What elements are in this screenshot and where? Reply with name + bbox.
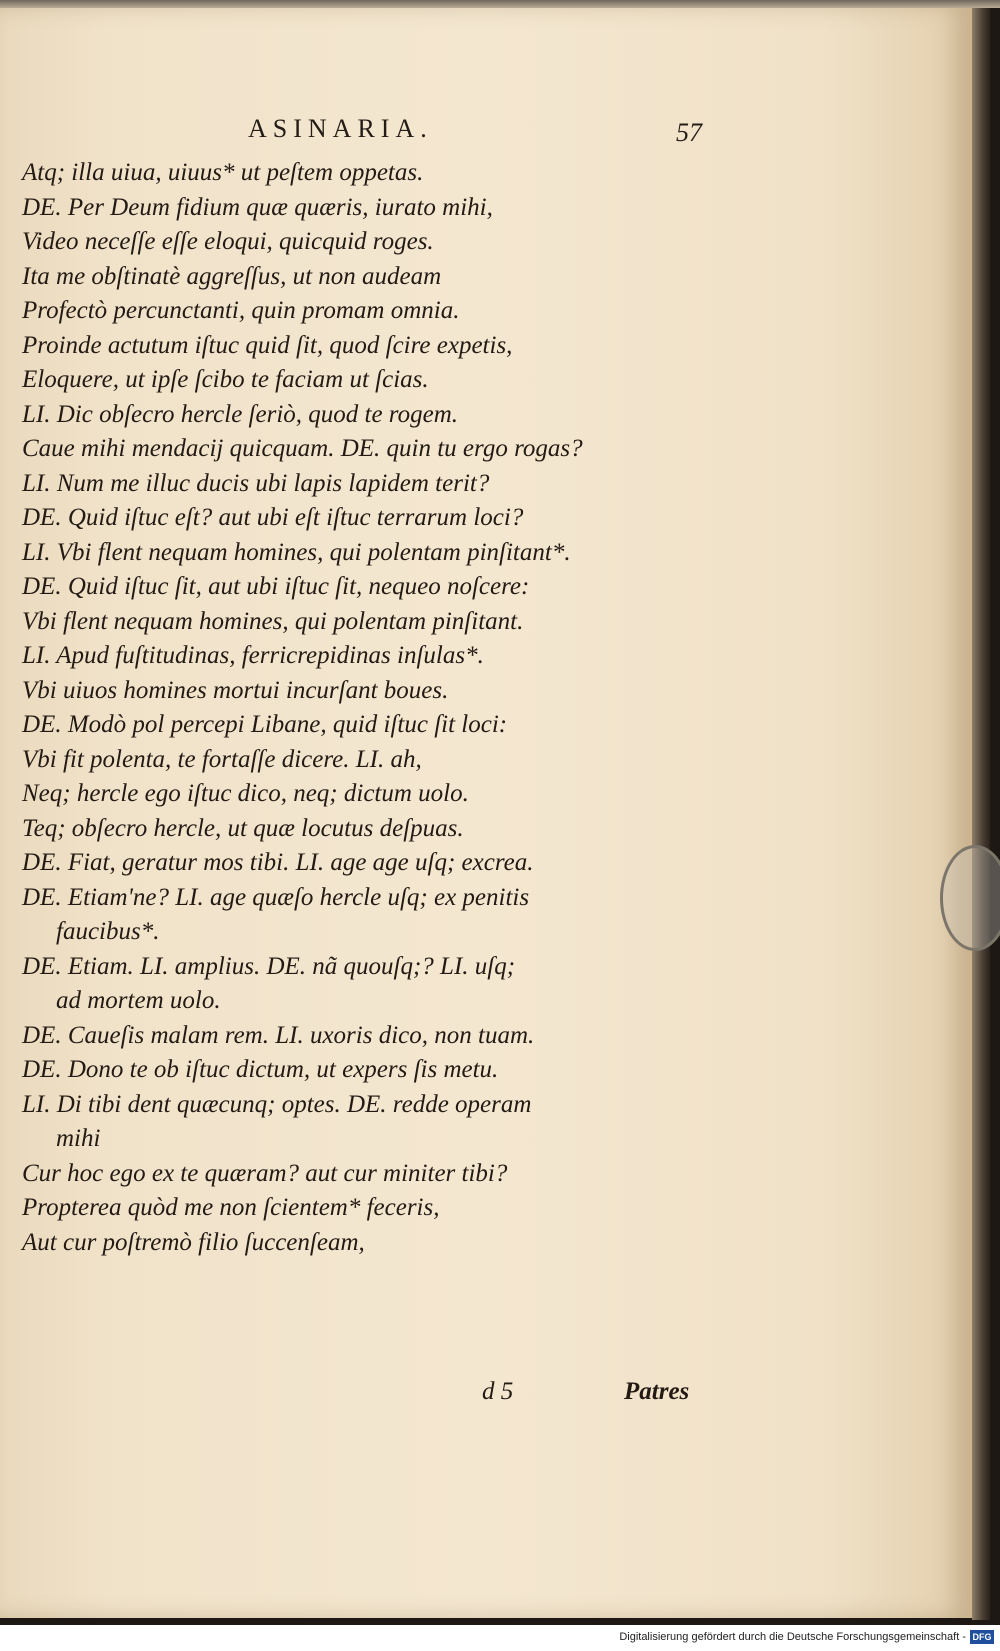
top-edge <box>0 0 1000 8</box>
text-line: Neq; hercle ego iſtuc dico, neq; dictum uolo. <box>22 780 469 807</box>
text-line: Atq; illa uiua, uiuus* ut peſtem oppetas. <box>22 159 424 186</box>
text-line: Caue mihi mendacij quicquam. DE. quin tu ergo rogas? <box>22 435 583 462</box>
text-line: DE. Quid iſtuc ſit, aut ubi iſtuc ſit, nequeo noſcere: <box>22 573 530 600</box>
footer-bar <box>0 1625 1000 1651</box>
text-line: LI. Vbi flent nequam homines, qui polentam pinſitant*. <box>22 538 571 566</box>
signature-mark: d 5 <box>482 1378 514 1405</box>
text-line-continuation: faucibus*. <box>56 918 160 945</box>
text-line: Cur hoc ego ex te quæram? aut cur miniter tibi? <box>22 1159 508 1187</box>
text-line: DE. Etiam'ne? LI. age quæſo hercle uſq; ex penitis <box>22 883 530 911</box>
text-line-continuation: ad mortem uolo. <box>56 987 221 1014</box>
text-line: Aut cur poſtremò filio ſuccenſeam, <box>22 1228 365 1256</box>
text-line: Ita me obſtinatè aggreſſus, ut non audeam <box>22 262 442 290</box>
text-line: Eloquere, ut ipſe ſcibo te faciam ut ſcias. <box>22 366 429 393</box>
footer-credit: Digitalisierung gefördert durch die Deutsche Forschungsgemeinschaft - <box>619 1631 966 1643</box>
text-line: Teq; obſecro hercle, ut quæ locutus deſpuas. <box>22 814 464 842</box>
text-line: LI. Apud fuſtitudinas, ferricrepidinas inſulas*. <box>22 642 484 669</box>
text-line-continuation: mihi <box>56 1125 101 1152</box>
catchword: Patres <box>624 1378 690 1405</box>
dfg-logo: DFG <box>970 1630 994 1644</box>
catchline <box>0 1378 968 1414</box>
text-line: LI. Di tibi dent quæcunq; optes. DE. redde operam <box>22 1090 532 1118</box>
text-line: DE. Fiat, geratur mos tibi. LI. age age uſq; excrea. <box>22 849 534 876</box>
text-line: Vbi fit polenta, te fortaſſe dicere. LI. ah, <box>22 745 422 773</box>
text-block <box>22 156 722 1260</box>
text-line: Proinde actutum iſtuc quid ſit, quod ſcire expetis, <box>22 331 513 359</box>
book-page <box>0 6 972 1618</box>
text-line: Vbi flent nequam homines, qui polentam pinſitant. <box>22 607 524 635</box>
running-head <box>0 114 968 154</box>
text-line: Profectò percunctanti, quin promam omnia. <box>22 297 460 324</box>
text-line: DE. Per Deum fidium quæ quæris, iurato mihi, <box>22 193 493 221</box>
page-edge <box>972 0 990 1620</box>
running-title: ASINARIA. <box>248 114 433 143</box>
text-line: LI. Dic obſecro hercle ſeriò, quod te rogem. <box>22 400 459 428</box>
text-line: LI. Num me illuc ducis ubi lapis lapidem terit? <box>22 469 490 497</box>
page-number: 57 <box>676 118 702 147</box>
text-line: DE. Dono te ob iſtuc dictum, ut expers ſis metu. <box>22 1056 499 1083</box>
text-line: Propterea quòd me non ſcientem* feceris, <box>22 1194 440 1221</box>
text-line: DE. Caueſis malam rem. LI. uxoris dico, non tuam. <box>22 1021 535 1049</box>
text-line: Video neceſſe eſſe eloqui, quicquid roges. <box>22 228 434 255</box>
text-line: Vbi uiuos homines mortui incurſant boues. <box>22 676 449 704</box>
text-line: DE. Etiam. LI. amplius. DE. nã quouſq;? LI. uſq; <box>22 952 516 980</box>
text-line: DE. Quid iſtuc eſt? aut ubi eſt iſtuc terrarum loci? <box>22 504 524 531</box>
text-line: DE. Modò pol percepi Libane, quid iſtuc ſit loci: <box>22 711 508 738</box>
